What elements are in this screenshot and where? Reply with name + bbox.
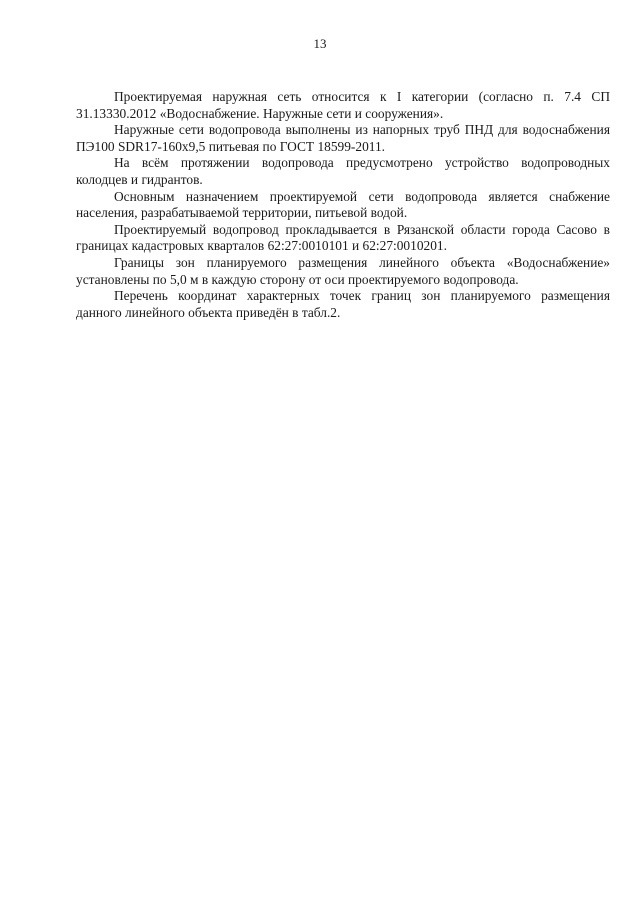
paragraph-network-category: Проектируемая наружная сеть относится к I категории (согласно п. 7.4 СП 31.13330.2012 «Водоснабжение. Наружные сети и сооружения». — [76, 89, 610, 121]
paragraph-purpose: Основным назначением проектируемой сети водопровода является снабжение населения, разрабатываемой территории, питьевой водой. — [76, 188, 610, 221]
paragraph-coordinates-reference: Перечень координат характерных точек границ зон планируемого размещения данного линейного объекта приведён в табл.2. — [76, 288, 610, 320]
paragraph-location: Проектируемый водопровод прокладывается в Рязанской области города Сасово в границах кадастровых кварталов 62:27:0010101 и 62:27:0010201. — [76, 221, 610, 254]
paragraph-pipe-material: Наружные сети водопровода выполнены из напорных труб ПНД для водоснабжения ПЭ100 SDR17-160х9,5 питьевая по ГОСТ 18599-2011. — [76, 122, 610, 154]
paragraph-zone-boundaries: Границы зон планируемого размещения линейного объекта «Водоснабжение» установлены по 5,0 м в каждую сторону от оси проектируемого водопровода. — [76, 254, 610, 287]
document-body — [76, 89, 610, 321]
paragraph-wells-hydrants: На всём протяжении водопровода предусмотрено устройство водопроводных колодцев и гидрантов. — [76, 155, 610, 187]
page-number: 13 — [313, 36, 327, 51]
